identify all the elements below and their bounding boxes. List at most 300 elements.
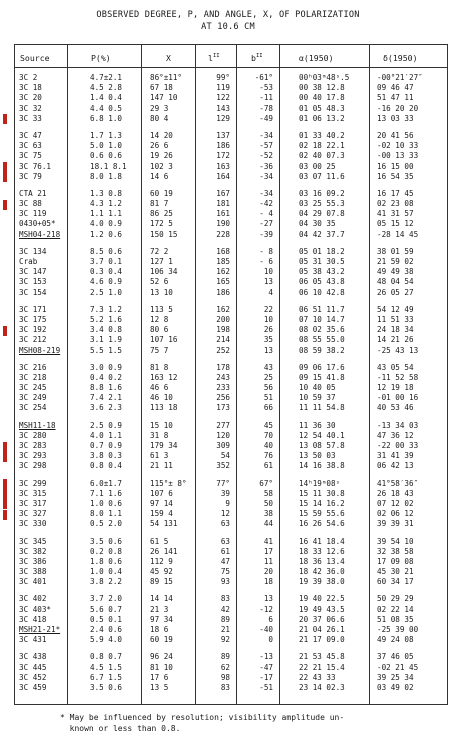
delta-cell: 51 08 35	[377, 614, 414, 624]
p-cell: 4.0 0.9	[90, 219, 123, 229]
p-cell: 8.0 1.8	[90, 171, 123, 181]
b-cell: -34	[259, 130, 273, 140]
table-row	[15, 83, 447, 93]
delta-cell: 26 18 43	[377, 488, 414, 498]
b-cell: -47	[259, 662, 273, 672]
source-cell: 3C 317	[19, 498, 47, 508]
source-cell: MSH04-218	[19, 229, 61, 239]
p-cell: 3.1 1.9	[90, 335, 123, 345]
chi-cell: 102 3	[150, 161, 173, 171]
l-cell: 167	[216, 188, 230, 198]
l-cell: 137	[216, 130, 230, 140]
b-cell: 25	[263, 372, 273, 382]
header-chi: X	[166, 53, 171, 63]
p-cell: 5.5 1.5	[90, 345, 123, 355]
b-cell: -52	[259, 151, 273, 161]
alpha-cell: 09 06 17.6	[299, 362, 345, 372]
delta-cell: 02 23 08	[377, 199, 414, 209]
b-cell: -51	[259, 682, 273, 692]
alpha-cell: 22 43 33	[299, 672, 336, 682]
margin-marker	[3, 326, 7, 336]
table-row	[15, 162, 447, 172]
row-group	[15, 131, 447, 182]
chi-cell: 86 25	[150, 209, 173, 219]
chi-cell: 13 5	[150, 682, 169, 692]
p-cell: 3.0 0.9	[90, 362, 123, 372]
l-cell: 243	[216, 372, 230, 382]
page-title: OBSERVED DEGREE, P, AND ANGLE, X, OF POLARIZATION	[96, 10, 360, 20]
b-cell: 50	[263, 498, 273, 508]
alpha-cell: 10 59 37	[299, 393, 336, 403]
delta-cell: 07 12 02	[377, 498, 414, 508]
b-cell: -34	[259, 171, 273, 181]
l-cell: 178	[216, 362, 230, 372]
alpha-cell: 01 05 48.3	[299, 103, 345, 113]
p-cell: 7.1 1.6	[90, 488, 123, 498]
delta-cell: 39 54 10	[377, 536, 414, 546]
table-row	[15, 277, 447, 287]
alpha-cell: 00 40 17.8	[299, 93, 345, 103]
chi-cell: 60 19	[150, 635, 173, 645]
chi-cell: 179 34	[150, 441, 178, 450]
p-cell: 2.4 0.6	[90, 625, 123, 634]
delta-cell: 09 46 47	[377, 83, 414, 93]
p-cell: 6.8 1.0	[90, 113, 123, 123]
alpha-cell: 04 30 35	[299, 219, 336, 229]
p-cell: 0.5 0.1	[90, 614, 123, 624]
table-row	[15, 325, 447, 335]
table-row	[15, 547, 447, 557]
alpha-cell: 15 59 55.6	[299, 509, 345, 519]
b-cell: 58	[263, 488, 273, 498]
table-row	[15, 189, 447, 199]
p-cell: 8.8 1.6	[90, 383, 123, 393]
alpha-cell: 03 07 11.6	[299, 171, 345, 181]
chi-cell: 96 24	[150, 652, 173, 662]
p-cell: 7.3 1.2	[90, 304, 123, 314]
source-cell: 3C 327	[19, 509, 47, 519]
l-cell: 198	[216, 325, 230, 335]
l-cell: 190	[216, 219, 230, 229]
l-cell: 21	[220, 625, 230, 634]
source-cell: 3C 283	[19, 441, 47, 450]
chi-cell: 89 15	[150, 577, 173, 587]
l-cell: 98	[220, 672, 230, 682]
l-cell: 162	[216, 304, 230, 314]
p-cell: 0.5 2.0	[90, 519, 123, 529]
p-cell: 1.4 0.4	[90, 93, 123, 103]
b-cell: - 6	[259, 257, 273, 266]
polarization-table	[14, 44, 448, 705]
p-cell: 8.5 0.6	[90, 246, 123, 256]
p-cell: 4.0 1.1	[90, 430, 123, 440]
p-cell: 5.9 4.0	[90, 635, 123, 645]
table-row	[15, 199, 447, 209]
source-cell: 3C 75	[19, 151, 42, 161]
margin-marker	[3, 200, 7, 210]
source-cell: 3C 299	[19, 478, 47, 488]
source-cell: 3C 147	[19, 267, 47, 277]
delta-cell: 02 22 14	[377, 604, 414, 614]
delta-cell: 39 25 34	[377, 672, 414, 682]
source-cell: 3C 249	[19, 393, 47, 403]
l-cell: 214	[216, 335, 230, 345]
source-cell: 3C 212	[19, 335, 47, 345]
l-cell: 39	[220, 488, 230, 498]
delta-cell: -25 43 13	[377, 345, 419, 355]
p-cell: 2.5 0.9	[90, 420, 123, 430]
l-cell: 89	[220, 614, 230, 624]
alpha-cell: 09 15 41.8	[299, 372, 345, 382]
source-cell: 3C 154	[19, 287, 47, 297]
b-cell: -13	[259, 652, 273, 662]
b-cell: 35	[263, 335, 273, 345]
delta-cell: 12 19 18	[377, 383, 414, 393]
p-cell: 2.5 1.0	[90, 287, 123, 297]
table-row	[15, 288, 447, 298]
b-cell: 66	[263, 403, 273, 413]
p-cell: 0.6 0.6	[90, 151, 123, 161]
chi-cell: 26 6	[150, 141, 169, 151]
p-cell: 5.2 1.6	[90, 314, 123, 324]
alpha-cell: 18 36 13.4	[299, 556, 345, 566]
chi-cell: 97 34	[150, 614, 173, 624]
p-cell: 0.4 0.2	[90, 372, 123, 382]
alpha-cell: 16 41 18.4	[299, 536, 345, 546]
chi-cell: 46 10	[150, 393, 173, 403]
delta-cell: -25 39 00	[377, 625, 419, 634]
header-divider	[15, 67, 447, 68]
alpha-cell: 08 02 35.6	[299, 325, 345, 335]
row-group	[15, 73, 447, 124]
margin-marker	[3, 510, 7, 520]
table-row	[15, 172, 447, 182]
b-cell: 10	[263, 314, 273, 324]
l-cell: 186	[216, 141, 230, 151]
alpha-cell: 20 37 06.6	[299, 614, 345, 624]
p-cell: 3.6 2.3	[90, 403, 123, 413]
source-cell: 3C 2	[19, 73, 38, 82]
chi-cell: 72 2	[150, 246, 169, 256]
delta-cell: -02 10 33	[377, 141, 419, 151]
l-cell: 119	[216, 83, 230, 93]
b-cell: 76	[263, 451, 273, 461]
l-cell: 186	[216, 287, 230, 297]
delta-cell: -16 20 20	[377, 103, 419, 113]
source-cell: 3C 298	[19, 461, 47, 471]
p-cell: 4.5 2.8	[90, 83, 123, 93]
chi-cell: 67 18	[150, 83, 173, 93]
l-cell: 164	[216, 171, 230, 181]
b-cell: 13	[263, 277, 273, 287]
b-cell: -78	[259, 103, 273, 113]
chi-cell: 75 7	[150, 345, 169, 355]
chi-cell: 12 8	[150, 314, 169, 324]
row-group	[15, 479, 447, 530]
alpha-cell: 18 33 12.6	[299, 546, 345, 556]
delta-cell: 32 38 58	[377, 546, 414, 556]
p-cell: 1.7 1.3	[90, 130, 123, 140]
chi-cell: 26 141	[150, 546, 178, 556]
chi-cell: 45 92	[150, 567, 173, 577]
delta-cell: 50 29 29	[377, 594, 414, 604]
b-cell: 38	[263, 509, 273, 519]
chi-cell: 61 5	[150, 536, 169, 546]
b-cell: -11	[259, 93, 273, 103]
header-b-base: b	[251, 53, 256, 63]
row-group	[15, 189, 447, 240]
source-cell: 3C 134	[19, 246, 47, 256]
chi-cell: 60 19	[150, 188, 173, 198]
footnote-text: * May be influenced by resolution; visibility amplitude un- known or less than 0.8.	[60, 713, 345, 733]
row-group	[15, 363, 447, 414]
b-cell: -61°	[254, 73, 273, 82]
delta-cell: -00 13 33	[377, 151, 419, 161]
table-row	[15, 363, 447, 373]
l-cell: 172	[216, 151, 230, 161]
source-cell: 3C 218	[19, 372, 47, 382]
p-cell: 3.5 0.6	[90, 536, 123, 546]
chi-cell: 29 3	[150, 103, 169, 113]
chi-cell: 54 131	[150, 519, 178, 529]
b-cell: -57	[259, 141, 273, 151]
table-row	[15, 403, 447, 413]
source-cell: 3C 245	[19, 383, 47, 393]
delta-cell: -02 21 45	[377, 662, 419, 672]
l-cell: 233	[216, 383, 230, 393]
l-cell: 165	[216, 277, 230, 287]
table-row	[15, 567, 447, 577]
b-cell: -49	[259, 113, 273, 123]
source-cell: 3C 20	[19, 93, 42, 103]
chi-cell: 115°± 8°	[150, 478, 187, 488]
delta-cell: 24 18 34	[377, 325, 414, 335]
table-row	[15, 141, 447, 151]
l-cell: 309	[216, 441, 230, 450]
alpha-cell: 01 06 13.2	[299, 113, 345, 123]
table-row	[15, 230, 447, 240]
delta-cell: 14 21 26	[377, 335, 414, 345]
alpha-cell: 18 42 36.0	[299, 567, 345, 577]
p-cell: 4.3 1.2	[90, 199, 123, 209]
delta-cell: 16 17 45	[377, 188, 414, 198]
table-row	[15, 73, 447, 83]
b-cell: -53	[259, 83, 273, 93]
l-cell: 93	[220, 577, 230, 587]
p-cell: 3.8 2.2	[90, 577, 123, 587]
table-row	[15, 151, 447, 161]
b-cell: 0	[268, 635, 273, 645]
p-cell: 0.2 0.8	[90, 546, 123, 556]
l-cell: 83	[220, 682, 230, 692]
chi-cell: 19 26	[150, 151, 173, 161]
chi-cell: 97 14	[150, 498, 173, 508]
chi-cell: 113 18	[150, 403, 178, 413]
source-cell: 3C 330	[19, 519, 47, 529]
row-group	[15, 537, 447, 588]
b-cell: 70	[263, 430, 273, 440]
p-cell: 7.4 2.1	[90, 393, 123, 403]
p-cell: 3.5 0.6	[90, 682, 123, 692]
source-cell: 3C 192	[19, 325, 47, 335]
header-delta: δ(1950)	[383, 53, 418, 63]
p-cell: 1.8 0.6	[90, 556, 123, 566]
chi-cell: 21 3	[150, 604, 169, 614]
table-row	[15, 441, 447, 451]
chi-cell: 106 34	[150, 267, 178, 277]
alpha-cell: 05 01 18.2	[299, 246, 345, 256]
alpha-cell: 15 11 30.8	[299, 488, 345, 498]
source-cell: 3C 403*	[19, 604, 52, 614]
source-cell: 3C 63	[19, 141, 42, 151]
alpha-cell: 05 38 43.2	[299, 267, 345, 277]
delta-cell: -22 00 33	[377, 441, 419, 450]
b-cell: 22	[263, 304, 273, 314]
b-cell: 43	[263, 362, 273, 372]
delta-cell: 20 41 56	[377, 130, 414, 140]
source-cell: 0430+05*	[19, 219, 56, 229]
source-cell: 3C 431	[19, 635, 47, 645]
table-row	[15, 421, 447, 431]
margin-marker	[3, 162, 7, 172]
chi-cell: 113 5	[150, 304, 173, 314]
p-cell: 1.0 0.6	[90, 498, 123, 508]
table-body	[15, 73, 447, 693]
margin-marker	[3, 499, 7, 509]
p-cell: 4.7±2.1	[90, 73, 123, 82]
header-p: P(%)	[91, 53, 111, 63]
alpha-cell: 14 16 38.8	[299, 461, 345, 471]
l-cell: 92	[220, 635, 230, 645]
p-cell: 1.3 0.8	[90, 188, 123, 198]
margin-marker	[3, 172, 7, 182]
source-cell: CTA 21	[19, 188, 47, 198]
source-cell: 3C 452	[19, 672, 47, 682]
alpha-cell: 19 39 38.0	[299, 577, 345, 587]
b-cell: 13	[263, 345, 273, 355]
table-row	[15, 93, 447, 103]
source-cell: 3C 32	[19, 103, 42, 113]
alpha-cell: 10 40 05	[299, 383, 336, 393]
alpha-cell: 11 36 30	[299, 420, 336, 430]
source-cell: 3C 254	[19, 403, 47, 413]
table-row	[15, 625, 447, 635]
alpha-cell: 03 25 55.3	[299, 199, 345, 209]
source-cell: Crab	[19, 257, 38, 266]
b-cell: - 4	[259, 209, 273, 219]
alpha-cell: 21 04 26.1	[299, 625, 345, 634]
l-cell: 200	[216, 314, 230, 324]
p-cell: 6.0±1.7	[90, 478, 123, 488]
delta-cell: 47 36 12	[377, 430, 414, 440]
chi-cell: 46 6	[150, 383, 169, 393]
source-cell: MSH21-21*	[19, 625, 61, 634]
margin-marker	[3, 114, 7, 124]
delta-cell: 49 49 38	[377, 267, 414, 277]
chi-cell: 80 6	[150, 325, 169, 335]
p-cell: 1.2 0.6	[90, 229, 123, 239]
delta-cell: 21 59 02	[377, 257, 414, 266]
delta-cell: 06 42 13	[377, 461, 414, 471]
table-row	[15, 509, 447, 519]
b-cell: 26	[263, 325, 273, 335]
source-cell: 3C 216	[19, 362, 47, 372]
b-cell: 20	[263, 567, 273, 577]
chi-cell: 150 15	[150, 229, 178, 239]
alpha-cell: 21 17 09.0	[299, 635, 345, 645]
source-cell: 3C 76.1	[19, 161, 52, 171]
source-cell: 3C 79	[19, 171, 42, 181]
alpha-cell: 03 16 09.2	[299, 188, 345, 198]
source-cell: MSH11-18	[19, 420, 56, 430]
table-row	[15, 499, 447, 509]
chi-cell: 107 6	[150, 488, 173, 498]
b-cell: -12	[259, 604, 273, 614]
l-cell: 89	[220, 652, 230, 662]
l-cell: 99°	[216, 73, 230, 82]
source-cell: 3C 293	[19, 451, 47, 461]
alpha-cell: 13 50 03	[299, 451, 336, 461]
alpha-cell: 02 18 22.1	[299, 141, 345, 151]
chi-cell: 14 14	[150, 594, 173, 604]
table-row	[15, 335, 447, 345]
p-cell: 3.7 0.1	[90, 257, 123, 266]
table-row	[15, 451, 447, 461]
margin-marker	[3, 489, 7, 499]
table-row	[15, 683, 447, 693]
header-l	[208, 53, 220, 63]
header-b-sup: II	[255, 53, 263, 59]
delta-cell: 54 12 49	[377, 304, 414, 314]
delta-cell: -13 34 03	[377, 420, 419, 430]
header-l-sup: II	[212, 53, 220, 59]
source-cell: 3C 382	[19, 546, 47, 556]
table-row	[15, 673, 447, 683]
row-group	[15, 594, 447, 645]
l-cell: 143	[216, 103, 230, 113]
source-cell: 3C 418	[19, 614, 47, 624]
delta-cell: 41 31 57	[377, 209, 414, 219]
chi-cell: 14 20	[150, 130, 173, 140]
l-cell: 185	[216, 257, 230, 266]
alpha-cell: 15 14 16.2	[299, 498, 345, 508]
chi-cell: 15 10	[150, 420, 173, 430]
row-group	[15, 652, 447, 693]
chi-cell: 21 11	[150, 461, 173, 471]
table-row	[15, 461, 447, 471]
b-cell: -17	[259, 672, 273, 682]
table-row	[15, 104, 447, 114]
delta-cell: -11 52 58	[377, 372, 419, 382]
table-row	[15, 346, 447, 356]
alpha-cell: 02 40 07.3	[299, 151, 345, 161]
delta-cell: 26 05 27	[377, 287, 414, 297]
b-cell: -27	[259, 219, 273, 229]
table-row	[15, 489, 447, 499]
table-row	[15, 114, 447, 124]
header-source: Source	[20, 53, 50, 63]
delta-cell: -00°21′27″	[377, 73, 423, 82]
source-cell: 3C 153	[19, 277, 47, 287]
source-cell: MSH08-219	[19, 345, 61, 355]
chi-cell: 52 6	[150, 277, 169, 287]
p-cell: 0.7 0.9	[90, 441, 123, 450]
delta-cell: 43 05 54	[377, 362, 414, 372]
source-cell: 3C 88	[19, 199, 42, 209]
margin-marker	[3, 452, 7, 462]
l-cell: 163	[216, 161, 230, 171]
l-cell: 129	[216, 113, 230, 123]
